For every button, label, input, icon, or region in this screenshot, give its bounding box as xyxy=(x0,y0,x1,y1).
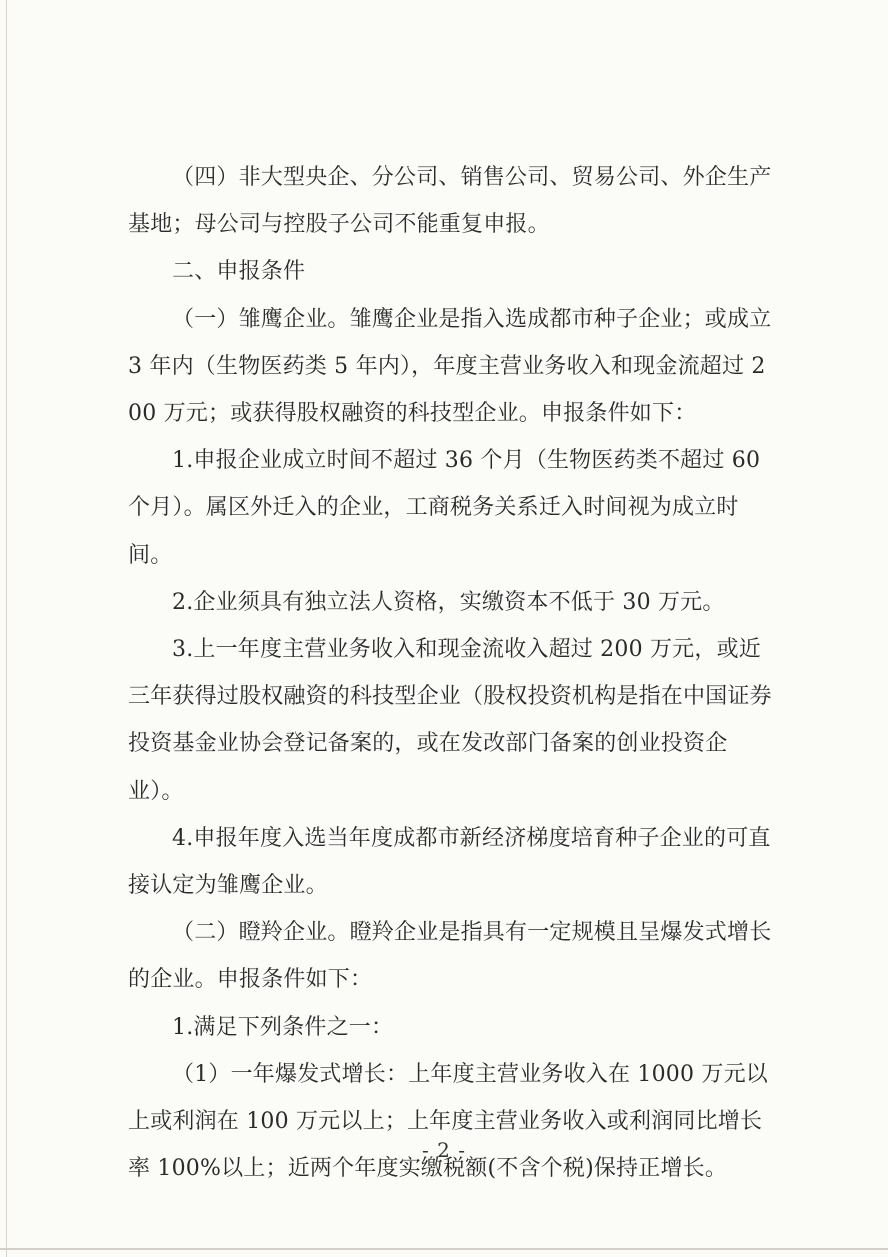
paragraph-exclusion-four: （四）非大型央企、分公司、销售公司、贸易公司、外企生产基地；母公司与控股子公司不能重复申报。 xyxy=(128,165,772,238)
paragraph-eagle-condition-4: 4.申报年度入选当年度成都市新经济梯度培育种子企业的可直接认定为雏鹰企业。 xyxy=(128,825,771,899)
scan-edge-bottom xyxy=(0,1248,888,1250)
document-body xyxy=(128,154,776,1192)
scan-edge-left xyxy=(6,0,7,1257)
paragraph-eagle-condition-1: 1.申报企业成立时间不超过 36 个月（生物医药类不超过 60 个月）。属区外迁入的企业，工商税务关系迁入时间视为成立时间。 xyxy=(128,448,761,568)
paragraph-gazelle-condition-1-1: （1）一年爆发式增长：上年度主营业务收入在 1000 万元以上或利润在 100 万元以上；上年度主营业务收入或利润同比增长率 100%以上；近两个年度实缴税额(不含个税)保持正增长。 xyxy=(128,1061,768,1182)
paragraph-eagle-condition-2: 2.企业须具有独立法人资格，实缴资本不低于 30 万元。 xyxy=(172,589,725,615)
section-heading-conditions: 二、申报条件 xyxy=(172,259,306,285)
paragraph-eagle-condition-3: 3.上一年度主营业务收入和现金流收入超过 200 万元，或近三年获得过股权融资的科技型企业（股权投资机构是指在中国证券投资基金业协会登记备案的，或在发改部门备案的创业投资企业）。 xyxy=(128,637,772,804)
paragraph-gazelle-condition-1: 1.满足下列条件之一： xyxy=(172,1014,394,1040)
paragraph-eagle-definition: （一）雏鹰企业。雏鹰企业是指入选成都市种子企业；或成立 3 年内（生物医药类 5 年内），年度主营业务收入和现金流超过 200 万元；或获得股权融资的科技型企业。申报条件如下： xyxy=(128,306,772,427)
page-number: - 2 - xyxy=(422,1138,466,1162)
paragraph-gazelle-definition: （二）瞪羚企业。瞪羚企业是指具有一定规模且呈爆发式增长的企业。申报条件如下： xyxy=(128,920,772,993)
